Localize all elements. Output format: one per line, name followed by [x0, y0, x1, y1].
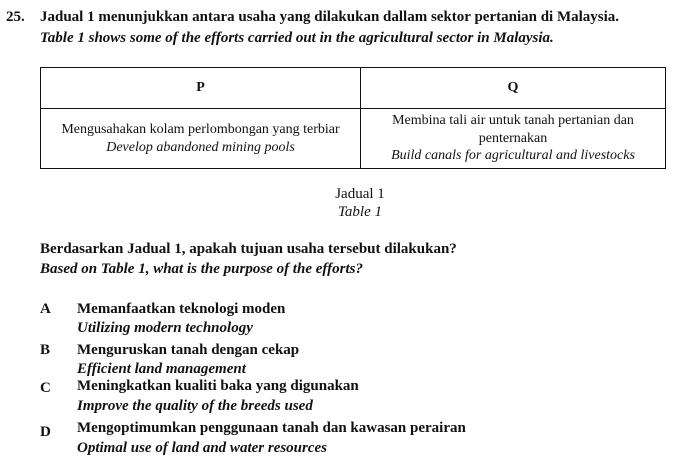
option-letter: C: [40, 380, 51, 396]
option-letter: D: [40, 424, 51, 440]
cell-p-malay: Mengusahakan kolam perlombongan yang terbiar: [61, 122, 340, 137]
table-cell-q: [361, 109, 666, 169]
option-text-malay: Menguruskan tanah dengan cekap: [77, 342, 300, 358]
option-text-malay: Meningkatkan kualiti baka yang digunakan: [77, 378, 359, 394]
question-prompt-malay: Berdasarkan Jadual 1, apakah tujuan usaha tersebut dilakukan?: [40, 241, 457, 257]
question-number: 25.: [6, 9, 25, 25]
cell-p-english: Develop abandoned mining pools: [106, 139, 295, 155]
option-text-english: Optimal use of land and water resources: [77, 440, 328, 456]
cell-q-malay: Membina tali air untuk tanah pertanian dan penternakan: [392, 113, 634, 146]
table-header-row: [41, 68, 666, 109]
table-header-p: P: [41, 68, 361, 109]
question-stem-english: Table 1 shows some of the efforts carried out in the agricultural sector in Malaysia.: [40, 30, 554, 46]
question-stem-malay: Jadual 1 menunjukkan antara usaha yang dilakukan dallam sektor pertanian di Malaysia.: [40, 9, 620, 25]
question-prompt-english: Based on Table 1, what is the purpose of the efforts?: [40, 261, 363, 277]
option-letter: A: [40, 301, 51, 317]
cell-q-english: Build canals for agricultural and livestocks: [391, 148, 635, 164]
efforts-table: [40, 67, 666, 169]
option-text-english: Improve the quality of the breeds used: [77, 398, 313, 414]
table-cell-p: [41, 109, 361, 169]
option-text-english: Utilizing modern technology: [77, 320, 253, 336]
option-text-malay: Memanfaatkan teknologi moden: [77, 301, 286, 317]
option-text-malay: Mengoptimumkan penggunaan tanah dan kawasan perairan: [77, 420, 466, 436]
table-row: [41, 109, 666, 169]
table-caption-malay: Jadual 1: [335, 186, 385, 202]
table-caption-english: Table 1: [337, 204, 383, 220]
table-header-q: Q: [361, 68, 666, 109]
option-text-english: Efficient land management: [77, 361, 246, 377]
option-letter: B: [40, 342, 51, 358]
